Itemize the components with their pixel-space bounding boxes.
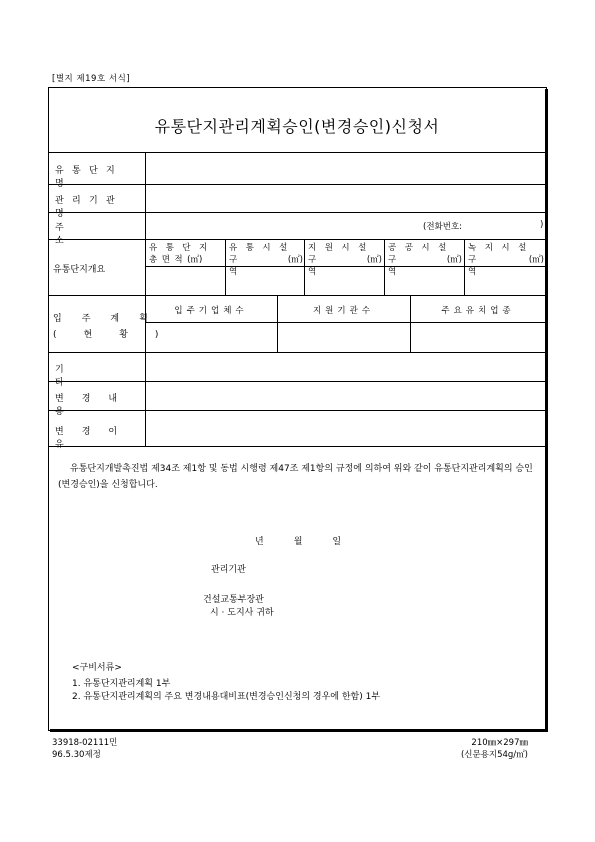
tenant-col-companies: 입주기업체수 xyxy=(174,306,248,316)
label-address xyxy=(55,220,139,246)
overview-col-5-line1: 녹지시설 xyxy=(468,243,535,253)
label-text: 관리기관명 xyxy=(55,196,123,219)
form-title: 유통단지관리계획승인(변경승인)신청서 xyxy=(154,117,440,136)
label-overview: 유통단지개요 xyxy=(53,265,106,275)
date-line xyxy=(255,534,341,547)
frame-shadow-bottom xyxy=(50,729,548,732)
label-change-content xyxy=(55,391,139,417)
overview-col-4-line1: 공공시설 xyxy=(388,243,455,253)
overview-col-1-unit-label: 총면적 xyxy=(149,255,188,265)
footer-paper-size: 210㎜×297㎜ xyxy=(471,738,528,748)
label-management-agency-name xyxy=(55,193,139,219)
date-day: 일 xyxy=(332,537,342,547)
overview-col-2-unit: (㎡) xyxy=(287,255,303,265)
overview-col-3-unit: (㎡) xyxy=(366,255,382,265)
form-number-tag: [별지 제19호 서식] xyxy=(52,74,131,84)
overview-divider-3 xyxy=(384,239,385,295)
label-text: 변경이유 xyxy=(55,427,136,450)
label-change-reason xyxy=(55,424,139,450)
attachment-item-1: 1. 유통단지관리계획 1부 xyxy=(72,679,171,689)
attachment-item-2: 2. 유통단지관리계획의 주요 변경내용대비표(변경승인신청의 경우에 한함) 1부 xyxy=(72,692,381,702)
overview-col-3-line2 xyxy=(308,253,382,277)
overview-divider-1 xyxy=(225,239,226,295)
tenant-col-main-industries: 주요유치업종 xyxy=(441,306,515,316)
footer-paper-type: (신문용지54g/㎡) xyxy=(460,750,528,760)
rule-top xyxy=(48,152,546,153)
rule-tenant-mid xyxy=(145,322,546,323)
overview-col-3-unit-label: 구역 xyxy=(308,255,351,277)
label-tenant-status: (현황) xyxy=(53,330,186,340)
label-divider xyxy=(145,152,146,446)
overview-col-2-unit-label: 구역 xyxy=(229,255,272,277)
overview-col-4-unit: (㎡) xyxy=(446,255,462,265)
overview-col-4-line2 xyxy=(388,253,462,277)
recipient-minister: 건설교통부장관 xyxy=(203,595,264,605)
rule-4 xyxy=(48,295,546,296)
recipient-governor: 시 · 도지사 귀하 xyxy=(210,608,274,618)
attachments-title: <구비서류> xyxy=(72,663,122,673)
overview-col-1-line1: 유통단지 xyxy=(149,243,216,253)
overview-col-2-line1: 유통시설 xyxy=(229,243,296,253)
label-text: 유통단지명 xyxy=(55,166,123,189)
label-tenant-plan: 입주계획 xyxy=(53,314,168,324)
overview-col-1-unit: (㎡) xyxy=(187,255,203,265)
overview-divider-4 xyxy=(464,239,465,295)
overview-col-4-unit-label: 구역 xyxy=(388,255,431,277)
footer-enacted-date: 96.5.30제정 xyxy=(52,750,101,760)
label-text: 기타 xyxy=(55,365,136,388)
overview-col-5-unit-label: 구역 xyxy=(468,255,511,277)
declaration-text: 유통단지개발촉진법 제34조 제1항 및 동법 시행령 제47조 제1항의 규정에 의하여 위와 같이 유통단지관리계획의 승인(변경승인)을 신청합니다. xyxy=(58,464,533,490)
phone-close: ) xyxy=(540,220,544,230)
label-distribution-complex-name xyxy=(55,163,139,189)
tenant-col-support-agencies: 지원기관수 xyxy=(312,306,375,316)
overview-col-5-line2 xyxy=(468,253,544,277)
date-year: 년 xyxy=(255,537,264,547)
applicant-label: 관리기관 xyxy=(211,565,246,575)
overview-col-2-line2 xyxy=(229,253,303,277)
label-text: 주소 xyxy=(55,223,136,246)
overview-col-3-line1: 지원시설 xyxy=(308,243,375,253)
label-other xyxy=(55,362,139,388)
date-month: 월 xyxy=(293,537,303,547)
phone-label: (전화번호: xyxy=(423,222,463,232)
footer-form-code: 33918-02111민 xyxy=(52,738,118,748)
label-text: 변경내용 xyxy=(55,394,136,417)
overview-divider-2 xyxy=(304,239,305,295)
overview-col-1-line2 xyxy=(149,253,223,265)
overview-col-5-unit: (㎡) xyxy=(528,255,544,265)
rule-5 xyxy=(48,352,546,353)
